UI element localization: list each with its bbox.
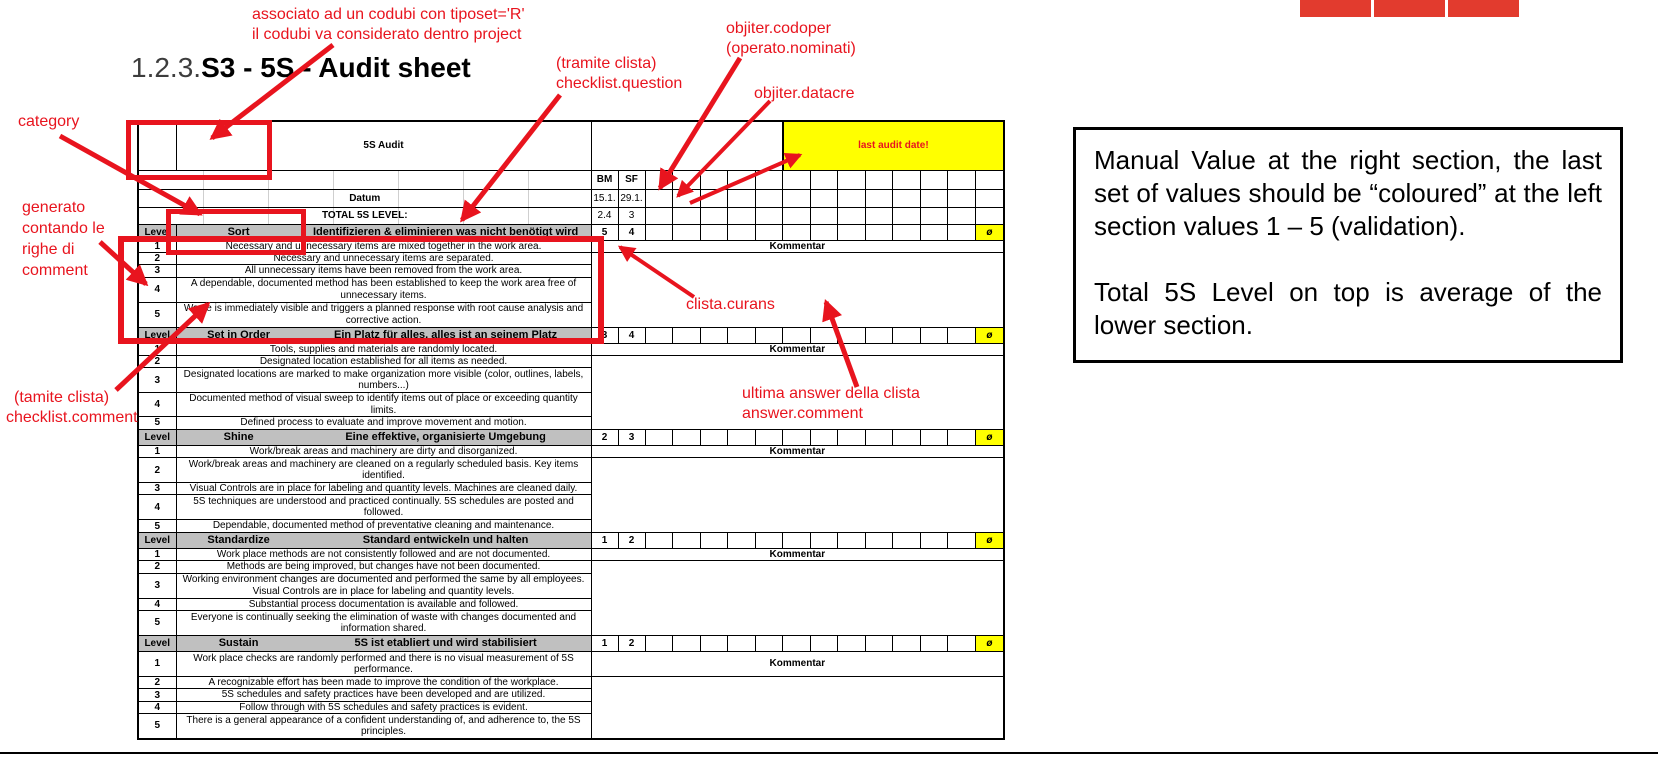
comment-area-cell [591,458,1004,533]
criteria-row [138,356,1004,368]
section-name: Set in Order [207,329,271,342]
empty-score-cell [783,532,811,548]
level-number-cell: 5 [138,520,176,532]
empty-score-cell [645,532,673,548]
empty-score-cell [783,635,811,651]
level-number-cell: 4 [138,393,176,417]
criteria-description-cell: Work/break areas and machinery are dirty and disorganized. [176,445,591,457]
empty-score-cell [838,224,866,240]
empty-score-cell [893,224,921,240]
criteria-description-cell: Work place checks are randomly performed and there is no visual measurement of 5S performance. [176,651,591,676]
note-paragraph-2: Total 5S Level on top is average of the lower section. [1094,277,1602,341]
empty-score-cell [893,429,921,445]
empty-score-cell [700,327,728,343]
criteria-description-cell: There is a general appearance of a confident understanding of, and adherence to, the 5S principles. [176,714,591,739]
empty-score-cell [948,635,976,651]
empty-score-cell [948,224,976,240]
criteria-row [138,548,1004,560]
empty-score-cell [755,532,783,548]
empty-score-cell [673,429,701,445]
empty-score-cell [920,635,948,651]
empty-score-cell [893,327,921,343]
empty-score-cell [673,224,701,240]
section-german-label: 5S ist etabliert und wird stabilisiert [354,637,537,650]
criteria-description-cell: A recognizable effort has been made to improve the condition of the workplace. [176,676,591,688]
empty-score-cell [865,635,893,651]
criteria-description-cell: Follow through with 5S schedules and safety practices is evident. [176,701,591,713]
highlight-box-questions [118,236,604,344]
criteria-row [138,561,1004,573]
level-number-cell: 2 [138,561,176,573]
kommentar-header-cell: Kommentar [591,445,1004,457]
annotation-ultima-answer: ultima answer della clista answer.comment [742,385,920,422]
empty-score-cell [948,429,976,445]
level-header-cell: Level [138,429,176,445]
empty-score-cell [810,532,838,548]
logo-bar [1300,0,1371,17]
empty-score-cell [728,224,756,240]
section-name: Standardize [207,534,270,547]
empty-score-cell [865,224,893,240]
level-number-cell: 3 [138,265,176,277]
empty-score-cell [755,429,783,445]
level-number-cell: 3 [138,573,176,598]
empty-score-cell [645,224,673,240]
note-box [1073,127,1623,363]
criteria-description-cell: A dependable, documented method has been established to keep the work area free of unnecessary items. [176,277,591,302]
bottom-rule [0,752,1658,754]
section-name: Sustain [218,637,259,650]
level-number-cell: 3 [138,689,176,701]
empty-score-cell [838,635,866,651]
level-number-cell: 5 [138,714,176,739]
empty-score-cell [755,224,783,240]
total-label-cell: TOTAL 5S LEVEL: [138,207,591,224]
empty-score-cell [893,635,921,651]
empty-score-cell [920,532,948,548]
level-number-cell: 4 [138,495,176,520]
criteria-description-cell: Defined process to evaluate and improve movement and motion. [176,417,591,429]
criteria-description-cell: Designated locations are marked to make organization more visible (color, outlines, labels, numbers...) [176,368,591,393]
level-number-cell: 5 [138,417,176,429]
level-number-cell: 3 [138,483,176,495]
empty-score-cell [865,429,893,445]
average-cell: ø [975,327,1004,343]
empty-score-cell [673,327,701,343]
section-header-row [138,635,1004,651]
criteria-row [138,343,1004,355]
level-number-cell: 4 [138,598,176,610]
section-bm-value: 5 [591,224,618,240]
level-number-cell: 1 [138,343,176,355]
criteria-description-cell: Dependable, documented method of preventative cleaning and maintenance. [176,520,591,532]
average-cell: ø [975,224,1004,240]
criteria-description-cell: Tools, supplies and materials are randomly located. [176,343,591,355]
level-header-cell: Level [138,224,176,240]
level-number-cell: 1 [138,651,176,676]
empty-score-cell [728,429,756,445]
annotation-objiter-codoper: objiter.codoper (operato.nominati) [726,20,856,57]
total-sf-value: 3 [618,207,645,224]
empty-score-cell [700,224,728,240]
annotation-checklist-question: (tramite clista) checklist.question [556,55,683,92]
comment-area-cell [591,676,1004,738]
bm-column-header: BM [591,170,618,189]
datum-bm-value: 15.1. [591,189,618,207]
level-header-cell: Level [138,327,176,343]
criteria-row [138,651,1004,676]
criteria-description-cell: Work/break areas and machinery are cleaned on a regularly scheduled basis. Key items identified. [176,458,591,483]
criteria-description-cell: 5S techniques are understood and practiced continually. 5S schedules are posted and followed. [176,495,591,520]
level-number-cell: 1 [138,240,176,252]
criteria-description-cell: Everyone is continually seeking the elimination of waste with changes documented and information shared. [176,610,591,635]
logo-bars [1300,0,1519,17]
section-title-cell [176,429,591,445]
section-name: Shine [223,431,254,444]
average-cell: ø [975,532,1004,548]
level-number-cell: 4 [138,277,176,302]
level-number-cell: 3 [138,368,176,393]
empty-score-cell [920,327,948,343]
level-number-cell: 1 [138,548,176,560]
section-title-cell [176,532,591,548]
level-number-cell: 5 [138,302,176,327]
comment-area-cell [591,252,1004,327]
empty-score-cell [700,532,728,548]
annotation-associato: associato ad un codubi con tiposet='R' il codubi va considerato dentro project [252,6,525,43]
empty-score-cell [783,429,811,445]
level-header-cell: Level [138,635,176,651]
criteria-description-cell: Substantial process documentation is available and followed. [176,598,591,610]
criteria-description-cell: Visual Controls are in place for labeling and quantity levels. Machines are cleaned daily. [176,483,591,495]
criteria-row [138,445,1004,457]
empty-score-cell [810,224,838,240]
page-title [131,52,471,84]
level-number-cell: 2 [138,356,176,368]
last-audit-date-cell: last audit date! [783,121,1005,170]
empty-score-cell [728,327,756,343]
datum-label-cell: Datum [138,189,591,207]
criteria-description-cell: Work place methods are not consistently followed and are not documented. [176,548,591,560]
empty-score-cell [645,327,673,343]
level-number-cell: 2 [138,252,176,264]
empty-score-cell [948,532,976,548]
section-sf-value: 4 [618,327,645,343]
empty-score-cell [673,635,701,651]
comment-area-cell [591,561,1004,636]
empty-score-cell [838,429,866,445]
section-name: Sort [227,226,250,238]
criteria-row [138,458,1004,483]
level-number-cell: 2 [138,458,176,483]
level-number-cell: 2 [138,676,176,688]
empty-score-cell [728,635,756,651]
annotation-objiter-datacre: objiter.datacre [754,85,855,102]
empty-score-cell [948,327,976,343]
section-german-label: Identifizieren & eliminieren was nicht benötigt wird [312,226,579,238]
criteria-description-cell: Working environment changes are documented and performed the same by all employees. Visual Controls are in place for labeling and quantity levels. [176,573,591,598]
section-bm-value: 1 [591,635,618,651]
kommentar-header-cell: Kommentar [591,548,1004,560]
empty-score-cell [755,635,783,651]
criteria-description-cell: Methods are being improved, but changes have not been documented. [176,561,591,573]
level-header-cell: Level [138,532,176,548]
sf-column-header: SF [618,170,645,189]
average-cell: ø [975,429,1004,445]
section-bm-value: 1 [591,532,618,548]
section-sf-value: 2 [618,532,645,548]
empty-score-cell [645,429,673,445]
criteria-description-cell: 5S schedules and safety practices have been developed and are utilized. [176,689,591,701]
kommentar-header-cell: Kommentar [591,651,1004,676]
empty-score-cell [783,224,811,240]
section-header-row [138,532,1004,548]
title-empty-cell [591,121,783,170]
empty-score-cell [700,635,728,651]
empty-score-cell [700,429,728,445]
level-number-cell: 1 [138,445,176,457]
criteria-description-cell: Documented method of visual sweep to identify items out of place or exceeding quantity limits. [176,393,591,417]
logo-bar [1374,0,1445,17]
empty-score-cell [810,429,838,445]
criteria-row [138,676,1004,688]
empty-score-cell [673,532,701,548]
section-german-label: Ein Platz für alles, alles ist an seinem Platz [334,329,558,342]
empty-score-cell [645,635,673,651]
criteria-description-cell: Necessary and unnecessary items are mixed together in the work area. [176,240,591,252]
section-bm-value: 2 [591,429,618,445]
level-number-cell: 4 [138,701,176,713]
section-sf-value: 2 [618,635,645,651]
section-sf-value: 3 [618,429,645,445]
note-paragraph-1: Manual Value at the right section, the last set of values should be “coloured” at the left section values 1 – 5 (validation). [1094,145,1602,242]
empty-score-cell [865,532,893,548]
audit-title-cell: 5S Audit [176,121,591,170]
highlight-box-5s-audit [126,120,272,180]
total-bm-value: 2.4 [591,207,618,224]
empty-score-cell [728,532,756,548]
empty-score-cell [920,429,948,445]
section-german-label: Standard entwickeln und halten [362,534,529,547]
empty-score-cell [810,327,838,343]
annotation-generato: generato contando le righe di comment [22,199,105,280]
empty-score-cell [893,532,921,548]
empty-score-cell [783,327,811,343]
criteria-description-cell: Designated location established for all items as needed. [176,356,591,368]
page-title-number: 1.2.3. [131,52,202,83]
empty-score-cell [865,327,893,343]
criteria-description-cell: Waste is immediately visible and triggers a planned response with root cause analysis and corrective action. [176,302,591,327]
kommentar-header-cell: Kommentar [591,240,1004,252]
section-header-row [138,429,1004,445]
datum-row [138,189,1004,207]
logo-bar [1448,0,1519,17]
section-bm-value: 3 [591,327,618,343]
annotation-clista-curans: clista.curans [686,296,775,313]
annotation-category: category [18,113,80,130]
average-cell: ø [975,635,1004,651]
criteria-description-cell: Necessary and unnecessary items are separated. [176,252,591,264]
annotation-checklist-comment: (tamite clista) checklist.comment [6,389,138,426]
criteria-description-cell: All unnecessary items have been removed from the work area. [176,265,591,277]
empty-score-cell [755,327,783,343]
section-title-cell [176,635,591,651]
empty-score-cell [838,327,866,343]
empty-score-cell [920,224,948,240]
page-title-text: S3 - 5S - Audit sheet [201,52,471,83]
kommentar-header-cell: Kommentar [591,343,1004,355]
empty-score-cell [810,635,838,651]
datum-sf-value: 29.1. [618,189,645,207]
empty-score-cell [838,532,866,548]
section-sf-value: 4 [618,224,645,240]
level-number-cell: 5 [138,610,176,635]
section-german-label: Eine effektive, organisierte Umgebung [345,431,546,444]
